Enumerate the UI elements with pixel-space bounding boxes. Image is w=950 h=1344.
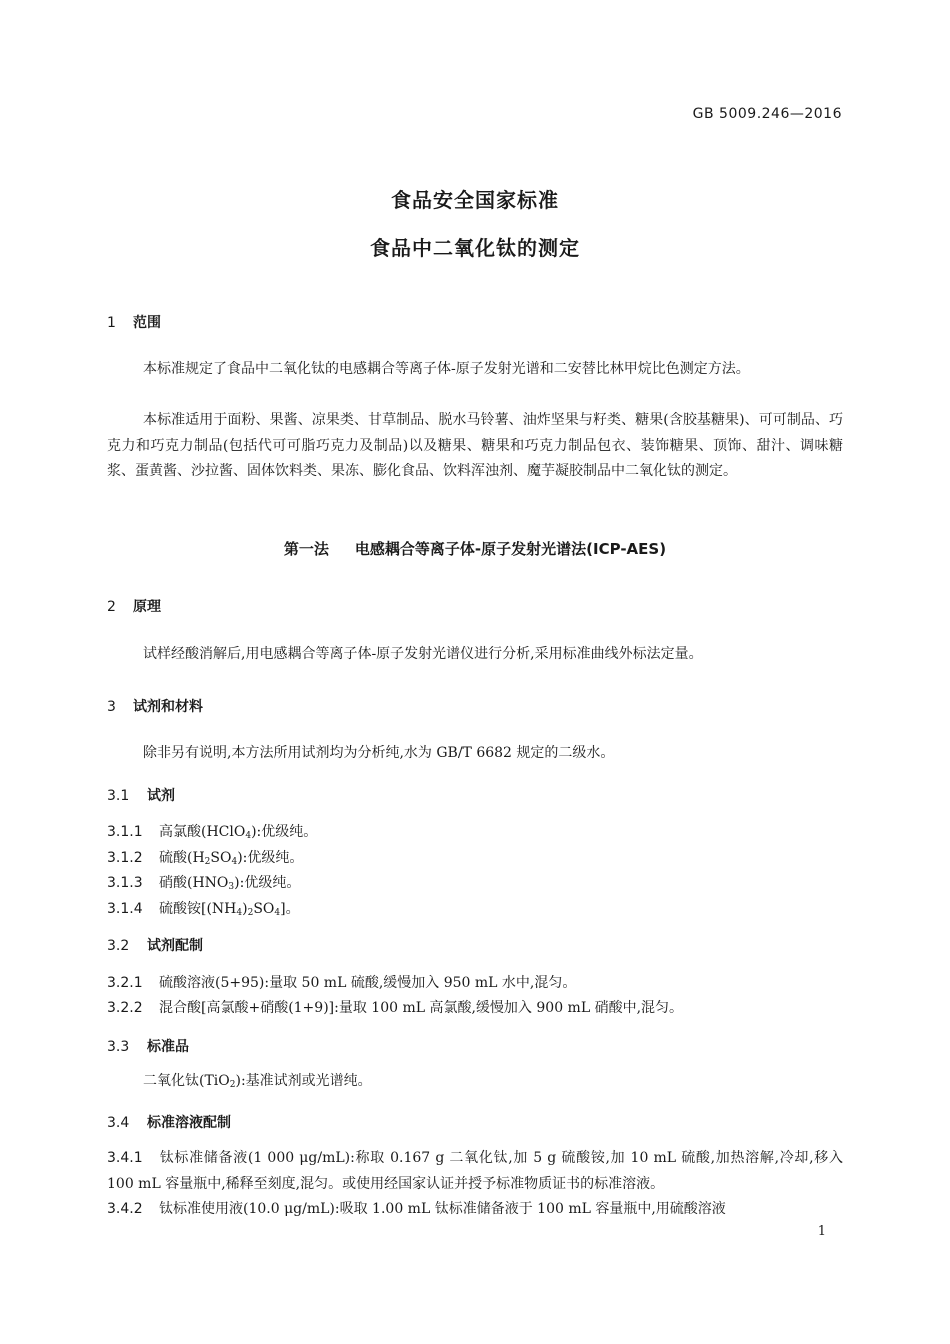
section-number: 3.4 xyxy=(107,1115,130,1131)
item-number: 3.1.2 xyxy=(107,850,143,866)
paragraph-text: 除非另有说明,本方法所用试剂均为分析纯,水为 GB/T 6682 规定的二级水。 xyxy=(143,745,615,761)
section-number: 3.3 xyxy=(107,1039,130,1055)
section-1-paragraph-1 xyxy=(107,357,843,383)
preparation-item xyxy=(107,997,683,1017)
item-number: 3.1.1 xyxy=(107,824,143,840)
section-3-3-heading xyxy=(107,1036,189,1056)
item-text: 钛标准使用液(10.0 μg/mL):吸取 1.00 mL 钛标准储备液于 100 mL 容量瓶中,用硫酸溶液 xyxy=(159,1201,726,1217)
page-number: 1 xyxy=(817,1224,826,1239)
section-3-3-paragraph xyxy=(107,1069,843,1099)
reagent-item xyxy=(107,847,303,867)
section-1-paragraph-2 xyxy=(107,408,843,485)
item-text: 硝酸(HNO xyxy=(159,875,229,891)
paragraph-text: 本标准适用于面粉、果酱、凉果类、甘草制品、脱水马铃薯、油炸坚果与籽类、糖果(含胶基糖果)、可可制品、巧克力和巧克力制品(包括代可可脂巧克力及制品)以及糖果、糖果和巧克力制品包衣、装饰糖果、顶饰、甜汁、调味糖浆、蛋黄酱、沙拉酱、固体饮料类、果冻、膨化食品、饮料浑浊剂、魔芋凝胶制品中二氧化钛的测定。 xyxy=(107,412,843,479)
document-title-line1: 食品安全国家标准 xyxy=(391,188,559,212)
item-number: 3.4.2 xyxy=(107,1201,143,1217)
item-text: 硫酸溶液(5+95):量取 50 mL 硫酸,缓慢加入 950 mL 水中,混匀。 xyxy=(159,975,577,991)
section-2-heading xyxy=(107,596,161,616)
item-number: 3.4.1 xyxy=(107,1150,143,1166)
subscript: 2 xyxy=(204,857,211,867)
item-text: 硫酸铵[(NH xyxy=(159,901,237,917)
section-title: 标准品 xyxy=(147,1039,189,1055)
section-title: 标准溶液配制 xyxy=(147,1115,231,1131)
subscript: 4 xyxy=(274,908,281,918)
subscript: 2 xyxy=(247,908,254,918)
section-3-heading xyxy=(107,696,203,716)
section-number: 3.1 xyxy=(107,788,130,804)
section-3-2-heading xyxy=(107,935,203,955)
item-text: 硫酸(H xyxy=(159,850,205,866)
item-text: 高氯酸(HClO xyxy=(159,824,246,840)
item-number: 3.2.1 xyxy=(107,975,143,991)
section-number: 2 xyxy=(107,599,116,615)
subscript: 4 xyxy=(231,857,238,867)
item-text: SO xyxy=(253,901,275,917)
subscript: 4 xyxy=(245,831,252,841)
section-3-1-heading xyxy=(107,785,175,805)
item-number: 3.2.2 xyxy=(107,1000,143,1016)
item-number: 3.1.3 xyxy=(107,875,143,891)
item-text: ]。 xyxy=(280,901,300,917)
item-text: ):优级纯。 xyxy=(237,850,304,866)
reagent-item xyxy=(107,821,317,841)
section-number: 1 xyxy=(107,315,116,331)
standard-code: GB 5009.246—2016 xyxy=(692,106,842,122)
item-text: 钛标准储备液(1 000 μg/mL):称取 0.167 g 二氧化钛,加 5 g 硫酸铵,加 10 mL 硫酸,加热溶解,冷却,移入 100 mL 容量瓶中,稀释至刻度,混匀。或使用经国家认证并授予标准物质证书的标准溶液。 xyxy=(107,1150,843,1192)
section-title: 试剂 xyxy=(147,788,175,804)
item-text: ):优级纯。 xyxy=(234,875,301,891)
section-title: 原理 xyxy=(133,599,161,615)
section-2-paragraph xyxy=(107,642,843,668)
reagent-item xyxy=(107,872,300,892)
section-title: 试剂和材料 xyxy=(133,699,203,715)
paragraph-text: 二氧化钛(TiO xyxy=(143,1073,230,1089)
section-3-paragraph xyxy=(107,741,843,767)
subscript: 4 xyxy=(236,908,243,918)
subscript: 3 xyxy=(228,882,235,892)
paragraph-text: 试样经酸消解后,用电感耦合等离子体-原子发射光谱仪进行分析,采用标准曲线外标法定量。 xyxy=(143,646,703,662)
item-text: ):优级纯。 xyxy=(251,824,318,840)
document-title-line2: 食品中二氧化钛的测定 xyxy=(370,236,580,260)
preparation-item xyxy=(107,972,576,992)
item-text: SO xyxy=(210,850,232,866)
paragraph-text: ):基准试剂或光谱纯。 xyxy=(235,1073,372,1089)
section-number: 3 xyxy=(107,699,116,715)
section-number: 3.2 xyxy=(107,938,130,954)
item-text: ) xyxy=(242,901,248,917)
reagent-item xyxy=(107,898,300,918)
method-1-heading xyxy=(0,538,950,559)
item-number: 3.1.4 xyxy=(107,901,143,917)
section-title: 试剂配制 xyxy=(147,938,203,954)
standard-solution-item-2 xyxy=(107,1197,843,1223)
method-name: 电感耦合等离子体-原子发射光谱法(ICP-AES) xyxy=(354,540,667,558)
item-text: 混合酸[高氯酸+硝酸(1+9)]:量取 100 mL 高氯酸,缓慢加入 900 mL 硝酸中,混匀。 xyxy=(159,1000,684,1016)
section-3-4-heading xyxy=(107,1112,231,1132)
section-1-heading xyxy=(107,312,161,332)
paragraph-text: 本标准规定了食品中二氧化钛的电感耦合等离子体-原子发射光谱和二安替比林甲烷比色测定方法。 xyxy=(143,361,750,377)
method-label: 第一法 xyxy=(283,540,329,558)
subscript: 2 xyxy=(229,1080,236,1090)
standard-solution-item-1 xyxy=(107,1146,843,1197)
section-title: 范围 xyxy=(133,315,161,331)
